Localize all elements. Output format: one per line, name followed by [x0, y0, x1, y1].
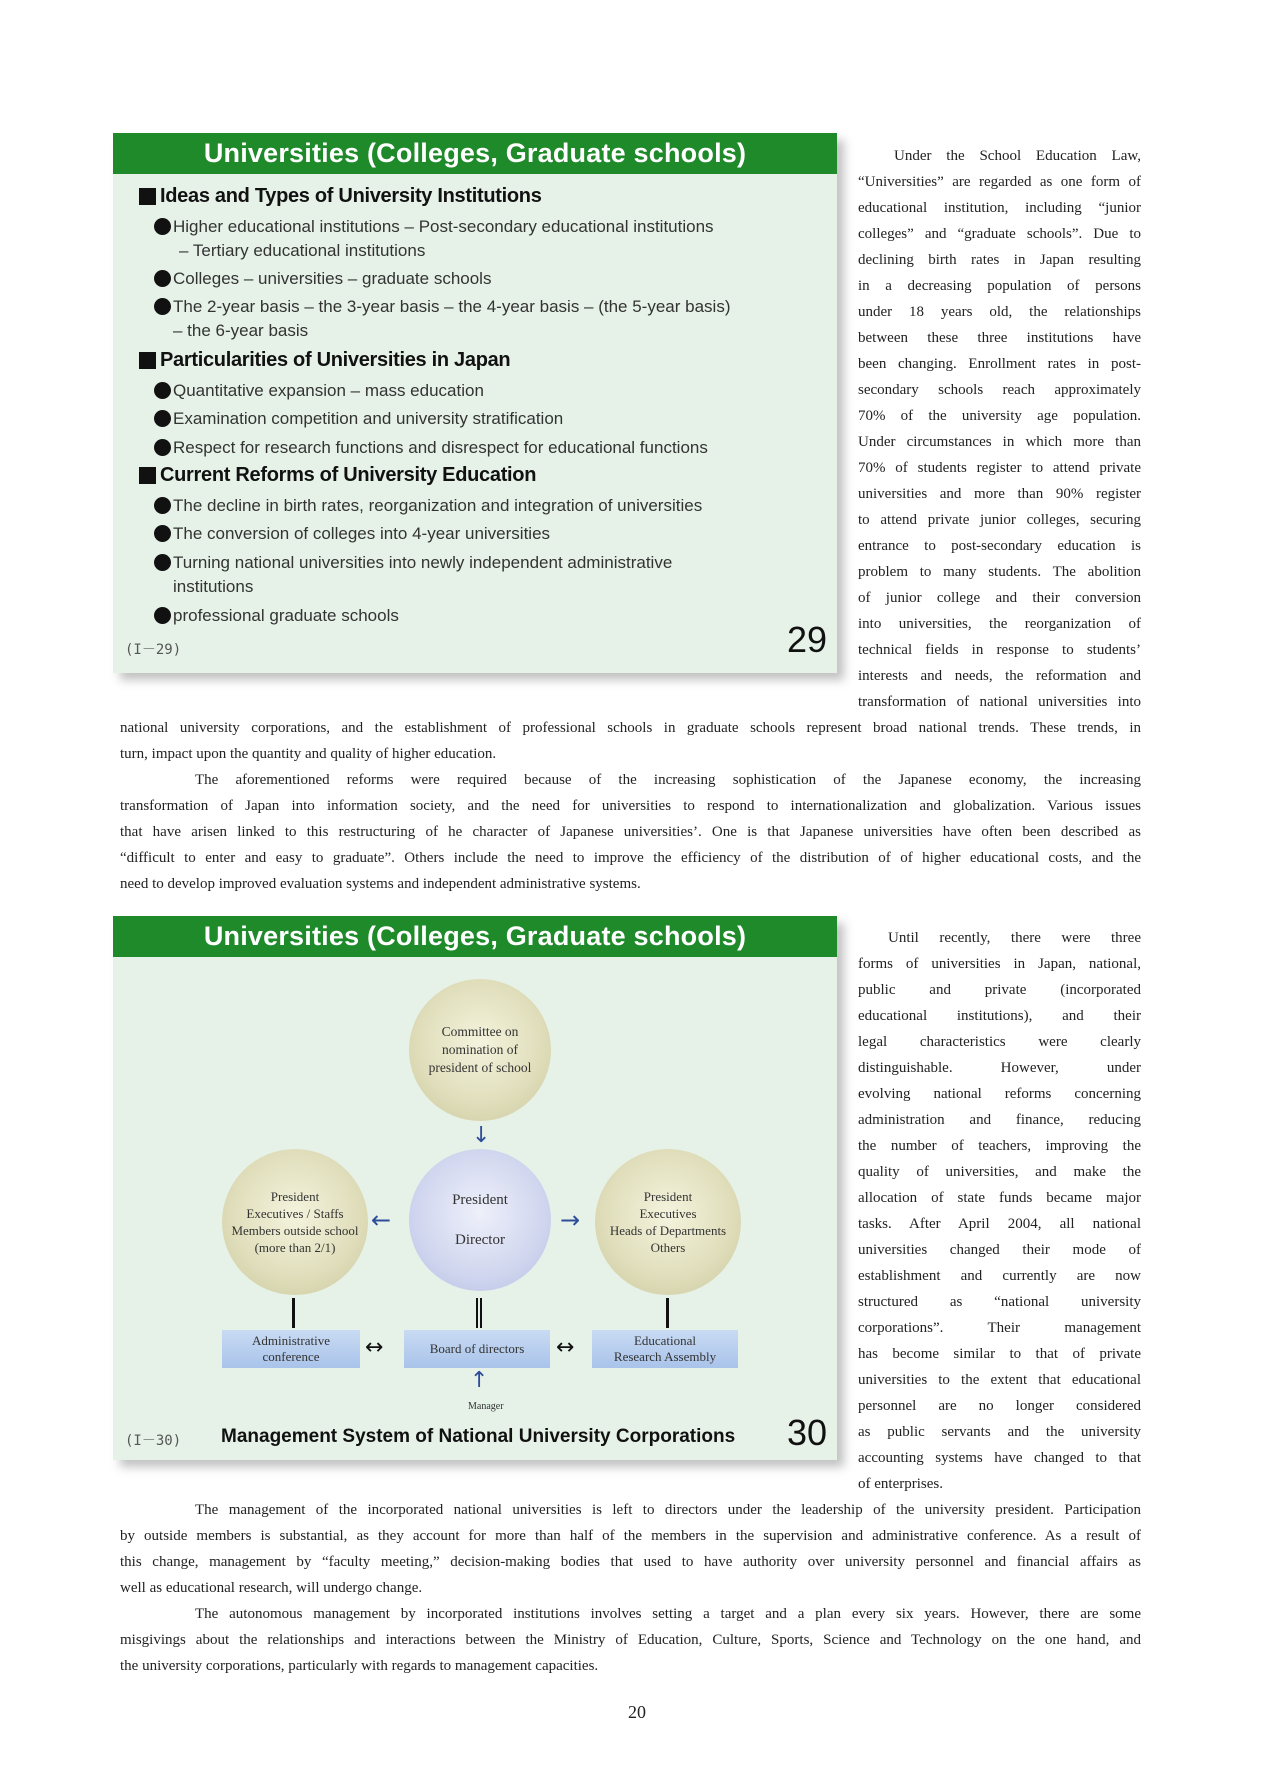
administrative-conference-box: [222, 1330, 360, 1368]
node-label: Executives: [639, 1206, 697, 1221]
educational-research-assembly-box: [592, 1330, 738, 1368]
text-line: personnel are no longer considered: [858, 1398, 1141, 1414]
left-circle: [222, 1149, 368, 1295]
text-line: of enterprises.: [858, 1476, 943, 1492]
text-line: into universities, the reorganization of: [858, 616, 1141, 632]
arrow-down-icon: ↓: [472, 1123, 491, 1148]
round-bullet-icon: [154, 439, 171, 456]
page-number: 20: [628, 1702, 646, 1722]
text-line: to attend private junior colleges, securing: [858, 512, 1141, 528]
side-text-1: [858, 143, 1141, 715]
section-heading: Ideas and Types of University Institutions: [139, 185, 542, 208]
bullet-item: Quantitative expansion – mass education: [154, 379, 484, 403]
text-line: this change, management by “faculty meeting,” decision-making bodies that used to have authority over university personnel and financial affairs as: [120, 1554, 1141, 1570]
node-label: Committee on: [441, 1024, 519, 1039]
diagram: [113, 957, 837, 1460]
text-line: educational institutions), and their: [858, 1008, 1141, 1024]
connector-line: [476, 1298, 478, 1328]
text-line: well as educational research, will undergo change.: [120, 1580, 423, 1596]
slide-title: Universities (Colleges, Graduate schools): [113, 916, 837, 957]
paragraph: [120, 1497, 1141, 1601]
bullet-item: Higher educational institutions – Post-secondary educational institutions – Tertiary educational institutions: [154, 215, 714, 263]
text-line: secondary schools reach approximately: [858, 382, 1141, 398]
text-line: need to develop improved evaluation systems and independent administrative systems.: [120, 876, 641, 892]
text-line: between these three institutions have: [858, 330, 1141, 346]
node-label: conference: [262, 1349, 320, 1364]
bullet-item: Turning national universities into newly independent administrative institutions: [154, 551, 672, 599]
square-bullet-icon: [139, 352, 156, 369]
double-arrow-icon: ↔: [556, 1335, 575, 1360]
node-label: President: [452, 1192, 508, 1208]
slide-30: [113, 916, 837, 1460]
text-line: The aforementioned reforms were required because of the increasing sophistication of the Japanese economy, the increasing: [195, 772, 1141, 788]
text-line: legal characteristics were clearly: [858, 1034, 1141, 1050]
round-bullet-icon: [154, 218, 171, 235]
text-line: “Universities” are regarded as one form of: [858, 174, 1141, 190]
node-label: Director: [455, 1232, 505, 1248]
slide-body: [113, 174, 837, 673]
slide-code: (I－30): [125, 1433, 182, 1449]
round-bullet-icon: [154, 554, 171, 571]
committee-circle: [409, 979, 551, 1121]
text-line: The management of the incorporated national universities is left to directors under the leadership of the university president. Participation: [195, 1502, 1141, 1518]
paragraph: [120, 767, 1141, 897]
bullet-item: Colleges – universities – graduate schools: [154, 267, 491, 291]
round-bullet-icon: [154, 497, 171, 514]
node-label: Heads of Departments: [609, 1223, 727, 1238]
connector-line: [666, 1298, 669, 1328]
text-line: entrance to post-secondary education is: [858, 538, 1141, 554]
text-line: public and private (incorporated: [858, 982, 1141, 998]
bullet-item: The 2-year basis – the 3-year basis – the 4-year basis – (the 5-year basis) – the 6-year basis: [154, 295, 731, 343]
text-line: technical fields in response to students’: [858, 642, 1141, 658]
text-line: as public servants and the university: [858, 1424, 1141, 1440]
text-line: corporations”. Their management: [858, 1320, 1141, 1336]
manager-label: Manager: [468, 1401, 504, 1412]
text-line: Under the School Education Law,: [894, 148, 1141, 164]
round-bullet-icon: [154, 525, 171, 542]
text-line: tasks. After April 2004, all national: [858, 1216, 1141, 1232]
node-label: Others: [650, 1240, 686, 1255]
text-line: Under circumstances in which more than: [858, 434, 1141, 450]
bullet-item: Examination competition and university stratification: [154, 407, 563, 431]
text-line: that have arisen linked to this restructuring of he character of Japanese universities’. One is that Japanese universities have often been described as: [120, 824, 1141, 840]
text-line: allocation of state funds became major: [858, 1190, 1141, 1206]
node-label: (more than 2/1): [254, 1240, 336, 1255]
double-arrow-icon: ↔: [365, 1335, 384, 1360]
text-line: 70% of students register to attend private: [858, 460, 1141, 476]
side-text-2: [858, 925, 1141, 1497]
text-line: structured as “national university: [858, 1294, 1141, 1310]
node-label: Research Assembly: [613, 1349, 717, 1364]
text-line: transformation of Japan into information society, and the need for universities to respond to internationalization and globalization. Various issues: [120, 798, 1141, 814]
bullet-item: professional graduate schools: [154, 604, 399, 628]
section-heading: Particularities of Universities in Japan: [139, 349, 510, 372]
text-line: the number of teachers, improving the: [858, 1138, 1141, 1154]
text-line: the university corporations, particularly with regards to management capacities.: [120, 1658, 599, 1674]
node-label: president of school: [428, 1060, 532, 1075]
slide-number: 29: [786, 619, 827, 660]
text-line: under 18 years old, the relationships: [858, 304, 1141, 320]
bullet-item: The decline in birth rates, reorganization and integration of universities: [154, 494, 702, 518]
text-line: “difficult to enter and easy to graduate”. Others include the need to improve the efficiency of the distribution of of higher educational costs, and the: [120, 850, 1141, 866]
text-line: transformation of national universities into: [858, 694, 1141, 710]
arrow-right-icon: →: [560, 1206, 581, 1234]
diagram-caption: Management System of National University Corporations: [221, 1426, 736, 1447]
node-label: President: [643, 1189, 693, 1204]
connector-line: [480, 1298, 482, 1328]
text-line: interests and needs, the reformation and: [858, 668, 1141, 684]
text-line: universities changed their mode of: [858, 1242, 1141, 1258]
text-line: distinguishable. However, under: [858, 1060, 1141, 1076]
text-line: accounting systems have changed to that: [858, 1450, 1141, 1466]
text-line: Until recently, there were three: [888, 930, 1141, 946]
node-label: Administrative: [252, 1333, 330, 1348]
text-line: universities and more than 90% register: [858, 486, 1141, 502]
paragraph: [120, 1601, 1141, 1679]
node-label: Educational: [633, 1333, 697, 1348]
round-bullet-icon: [154, 607, 171, 624]
text-line: The autonomous management by incorporated institutions involves setting a target and a plan every six years. However, there are some: [195, 1606, 1141, 1622]
center-circle: [409, 1149, 551, 1291]
slide-number: 30: [786, 1412, 827, 1453]
text-line: educational institution, including “junior: [858, 200, 1141, 216]
text-line: of junior college and their conversion: [858, 590, 1141, 606]
text-line: turn, impact upon the quantity and quality of higher education.: [120, 746, 497, 762]
text-line: 70% of the university age population.: [858, 408, 1141, 424]
text-line: evolving national reforms concerning: [858, 1086, 1141, 1102]
node-label: Executives / Staffs: [246, 1206, 344, 1221]
arrow-up-icon: ↑: [470, 1368, 489, 1393]
square-bullet-icon: [139, 467, 156, 484]
round-bullet-icon: [154, 298, 171, 315]
round-bullet-icon: [154, 382, 171, 399]
text-line: quality of universities, and make the: [858, 1164, 1141, 1180]
text-line: misgivings about the relationships and interactions between the Ministry of Education, Culture, Sports, Science and Technology on the one hand, and: [120, 1632, 1141, 1648]
text-line: been changing. Enrollment rates in post-: [858, 356, 1141, 372]
text-line: administration and finance, reducing: [858, 1112, 1141, 1128]
board-of-directors-box: [404, 1330, 550, 1368]
slide-code: (I－29): [125, 642, 182, 658]
body-text-1: [120, 715, 1141, 897]
connector-line: [292, 1298, 295, 1328]
text-line: national university corporations, and the establishment of professional schools in graduate schools represent broad national trends. These trends, in: [120, 720, 1141, 736]
bullet-item: Respect for research functions and disrespect for educational functions: [154, 436, 708, 460]
bullet-item: The conversion of colleges into 4-year universities: [154, 522, 550, 546]
arrow-left-icon: ←: [371, 1206, 392, 1234]
slide-title: Universities (Colleges, Graduate schools): [113, 133, 837, 174]
text-line: in a decreasing population of persons: [858, 278, 1141, 294]
text-line: has become similar to that of private: [858, 1346, 1141, 1362]
text-line: establishment and currently are now: [858, 1268, 1141, 1284]
round-bullet-icon: [154, 410, 171, 427]
text-line: problem to many students. The abolition: [858, 564, 1141, 580]
node-label: nomination of: [441, 1042, 519, 1057]
text-line: colleges” and “graduate schools”. Due to: [858, 226, 1141, 242]
text-line: declining birth rates in Japan resulting: [858, 252, 1141, 268]
text-line: universities to the extent that educational: [858, 1372, 1141, 1388]
node-label: President: [270, 1189, 320, 1204]
node-label: Board of directors: [429, 1341, 525, 1356]
section-heading: Current Reforms of University Education: [139, 464, 536, 487]
round-bullet-icon: [154, 270, 171, 287]
body-text-2: [120, 1497, 1141, 1679]
square-bullet-icon: [139, 188, 156, 205]
text-line: forms of universities in Japan, national,: [858, 956, 1141, 972]
right-circle: [595, 1149, 741, 1295]
text-line: by outside members is substantial, as they account for more than half of the members in the supervision and administrative conference. As a result of: [120, 1528, 1141, 1544]
slide-29: [113, 133, 837, 673]
node-label: Members outside school: [231, 1223, 359, 1238]
